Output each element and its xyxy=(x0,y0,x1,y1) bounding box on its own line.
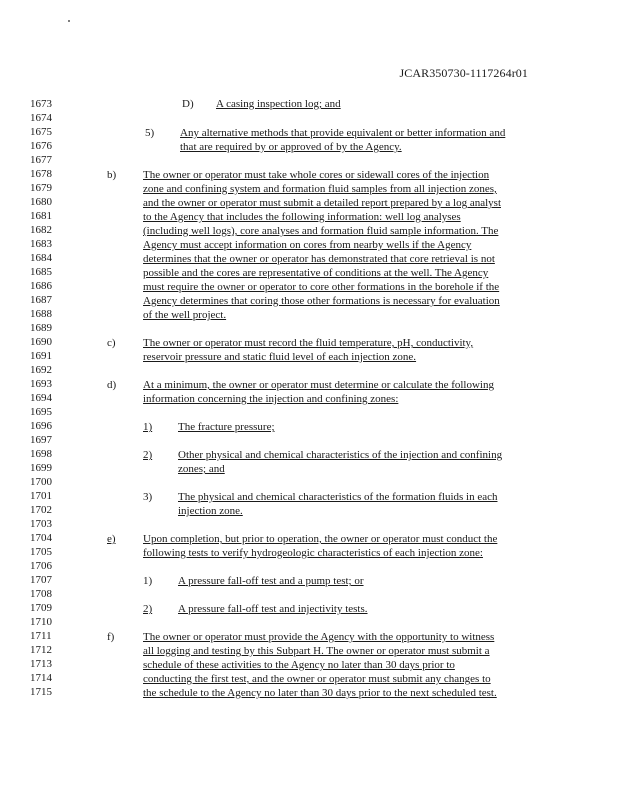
line-number: 1696 xyxy=(30,420,52,432)
line-number: 1703 xyxy=(30,518,52,530)
line-number: 1693 xyxy=(30,378,52,390)
text-line: The owner or operator must provide the Agency with the opportunity to witness xyxy=(143,631,495,643)
text-line: Agency determines that coring those other formations is necessary for evaluation xyxy=(143,295,500,307)
text-line: The owner or operator must take whole cores or sidewall cores of the injection xyxy=(143,169,490,181)
text-line: At a minimum, the owner or operator must determine or calculate the following xyxy=(143,379,494,391)
text-line: A pressure fall-off test and a pump test; or xyxy=(178,575,364,587)
text-line: injection zone. xyxy=(178,505,243,517)
line-number: 1673 xyxy=(30,98,52,110)
line-number: 1707 xyxy=(30,574,52,586)
line-number: 1689 xyxy=(30,322,52,334)
text-line: reservoir pressure and static fluid level of each injection zone. xyxy=(143,351,417,363)
item-marker: c) xyxy=(107,337,116,349)
text-line: that are required by or approved of by the Agency. xyxy=(180,141,402,153)
text-line: The owner or operator must record the fluid temperature, pH, conductivity, xyxy=(143,337,474,349)
line-number: 1708 xyxy=(30,588,52,600)
item-marker: D) xyxy=(182,98,194,110)
line-number: 1682 xyxy=(30,224,52,236)
text-line: The fracture pressure; xyxy=(178,421,275,433)
line-number: 1697 xyxy=(30,434,52,446)
item-marker: 1) xyxy=(143,575,153,587)
text-line: must require the owner or operator to core other formations in the borehole if the xyxy=(143,281,500,293)
text-line: all logging and testing by this Subpart H. The owner or operator must submit a xyxy=(143,645,490,657)
line-number: 1680 xyxy=(30,196,52,208)
line-number: 1678 xyxy=(30,168,52,180)
item-marker: b) xyxy=(107,169,117,181)
text-line: schedule of these activities to the Agency no later than 30 days prior to xyxy=(143,659,455,671)
text-line: A casing inspection log; and xyxy=(216,98,341,110)
text-line: Upon completion, but prior to operation, the owner or operator must conduct the xyxy=(143,533,498,545)
item-marker: e) xyxy=(107,533,116,545)
text-line: (including well logs), core analyses and formation fluid sample information. The xyxy=(143,225,499,237)
text-line: Agency must accept information on cores from nearby wells if the Agency xyxy=(143,239,472,251)
text-line: of the well project. xyxy=(143,309,227,321)
line-number: 1676 xyxy=(30,140,52,152)
line-number: 1679 xyxy=(30,182,52,194)
text-line: possible and the cores are representative of conditions at the well. The Agency xyxy=(143,267,489,279)
line-number: 1688 xyxy=(30,308,52,320)
text-line: information concerning the injection and confining zones: xyxy=(143,393,399,405)
line-number: 1712 xyxy=(30,644,52,656)
line-number: 1691 xyxy=(30,350,52,362)
item-marker: 1) xyxy=(143,421,153,433)
line-number: 1684 xyxy=(30,252,52,264)
line-number: 1711 xyxy=(30,630,52,642)
line-number: 1715 xyxy=(30,686,52,698)
item-marker: 2) xyxy=(143,449,153,461)
line-number: 1681 xyxy=(30,210,52,222)
line-number: 1705 xyxy=(30,546,52,558)
line-number: 1674 xyxy=(30,112,52,124)
line-number: 1690 xyxy=(30,336,52,348)
text-line: conducting the first test, and the owner or operator must submit any changes to xyxy=(143,673,491,685)
line-number: 1687 xyxy=(30,294,52,306)
line-number: 1694 xyxy=(30,392,52,404)
line-number: 1677 xyxy=(30,154,52,166)
line-number: 1686 xyxy=(30,280,52,292)
line-number: 1699 xyxy=(30,462,52,474)
line-number: 1709 xyxy=(30,602,52,614)
line-number: 1714 xyxy=(30,672,52,684)
line-number: 1698 xyxy=(30,448,52,460)
line-number: 1675 xyxy=(30,126,52,138)
item-marker: f) xyxy=(107,631,115,643)
line-number: 1683 xyxy=(30,238,52,250)
text-line: and the owner or operator must submit a detailed report prepared by a log analyst xyxy=(143,197,501,209)
text-line: zones; and xyxy=(178,463,225,475)
item-marker: 3) xyxy=(143,491,153,503)
text-line: A pressure fall-off test and injectivity tests. xyxy=(178,603,368,615)
line-number: 1704 xyxy=(30,532,52,544)
text-line: the schedule to the Agency no later than 30 days prior to the next scheduled test. xyxy=(143,687,497,699)
item-marker: d) xyxy=(107,379,117,391)
line-number: 1713 xyxy=(30,658,52,670)
line-number: 1702 xyxy=(30,504,52,516)
line-number: 1710 xyxy=(30,616,52,628)
document-code: JCAR350730-1117264r01 xyxy=(399,66,528,80)
item-marker: 5) xyxy=(145,127,155,139)
line-number: 1685 xyxy=(30,266,52,278)
line-number: 1692 xyxy=(30,364,52,376)
text-line: zone and confining system and formation fluid samples from all injection zones, xyxy=(143,183,497,195)
text-line: to the Agency that includes the following information: well log analyses xyxy=(143,211,461,223)
item-marker: 2) xyxy=(143,603,153,615)
text-line: The physical and chemical characteristics of the formation fluids in each xyxy=(178,491,498,503)
line-number: 1706 xyxy=(30,560,52,572)
text-line: Other physical and chemical characteristics of the injection and confining xyxy=(178,449,503,461)
text-line: determines that the owner or operator has demonstrated that core retrieval is not xyxy=(143,253,495,265)
scan-speck xyxy=(68,20,70,22)
line-number: 1695 xyxy=(30,406,52,418)
text-line: Any alternative methods that provide equivalent or better information and xyxy=(180,127,506,139)
text-line: following tests to verify hydrogeologic characteristics of each injection zone: xyxy=(143,547,483,559)
line-number: 1701 xyxy=(30,490,52,502)
line-number: 1700 xyxy=(30,476,52,488)
